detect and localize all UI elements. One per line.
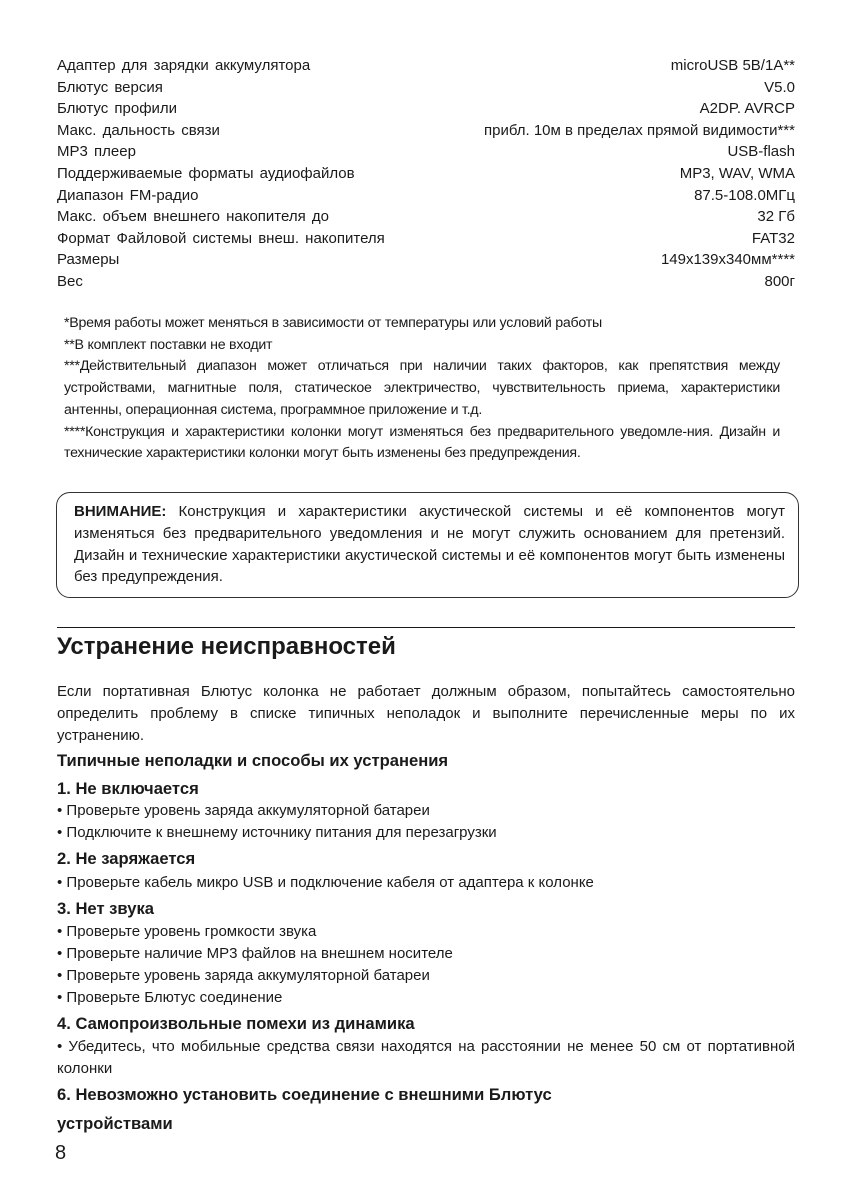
list-item: • Проверьте уровень заряда аккумуляторной батареи xyxy=(57,802,430,819)
problem-2-title: 2. Не заряжается xyxy=(57,849,196,868)
warning-text: Конструкция и характеристики акустической системы и её компонентов могут изменяться без предварительного уведомления и не могут служить основанием для претензий. Дизайн и технические характеристики акустической системы и её компонентов могут быть изменены без предупреждения. xyxy=(74,503,785,586)
spec-value: прибл. 10м в пределах прямой видимости*** xyxy=(483,121,795,139)
spec-row xyxy=(57,98,795,120)
footnote-4: ****Конструкция и характеристики колонки могут изменяться без предварительного уведомле-ния. Дизайн и технические характеристики колонки могут быть изменены без предупреждения. xyxy=(64,423,780,462)
list-item: • Проверьте уровень заряда аккумуляторной батареи xyxy=(57,967,430,984)
spec-value: MP3, WAV, WMA xyxy=(679,164,795,182)
warning-notice-box xyxy=(56,492,799,598)
spec-row xyxy=(57,55,795,77)
spec-value: 87.5-108.0МГц xyxy=(694,186,795,204)
page-number: 8 xyxy=(55,1142,67,1164)
problem-2-list xyxy=(57,872,795,894)
warning-title: ВНИМАНИЕ: xyxy=(74,503,167,520)
spec-table xyxy=(57,55,795,293)
problem-4-text: • Убедитесь, что мобильные средства связи находятся на расстоянии не менее 50 см от портативной колонки xyxy=(57,1038,795,1077)
spec-label: Формат Файловой системы внеш. накопителя xyxy=(57,229,385,247)
spec-value: FAT32 xyxy=(751,229,795,247)
spec-label: Макс. объем внешнего накопителя до xyxy=(57,208,329,226)
spec-label: Макс. дальность связи xyxy=(57,121,220,139)
footnote-1: *Время работы может меняться в зависимости от температуры или условий работы xyxy=(64,315,602,331)
spec-label: Поддерживаемые форматы аудиофайлов xyxy=(57,164,355,182)
spec-value: 800г xyxy=(764,272,795,290)
problem-6-title-line-1: 6. Невозможно установить соединение с внешними Блютус xyxy=(57,1085,552,1104)
list-item: • Проверьте Блютус соединение xyxy=(57,989,283,1006)
spec-row xyxy=(57,249,795,271)
spec-label: Адаптер для зарядки аккумулятора xyxy=(57,57,311,74)
list-item: • Подключите к внешнему источнику питания для перезагрузки xyxy=(57,824,497,841)
spec-label: Размеры xyxy=(57,251,120,269)
footnote-3: ***Действительный диапазон может отличаться при наличии таких факторов, как препятствия между устройствами, магнитные поля, статическое электричество, чувствительность приема, характеристики антенны, операционная система, программное приложение и т.д. xyxy=(64,358,780,418)
intro-paragraph: Если портативная Блютус колонка не работает должным образом, попытайтесь самостоятельно определить проблему в списке типичных неполадок и выполните перечисленные меры по их устранению. xyxy=(57,683,795,744)
spec-value: V5.0 xyxy=(764,78,795,96)
spec-label: Блютус профили xyxy=(57,100,178,118)
spec-row xyxy=(57,271,795,293)
list-item: • Проверьте уровень громкости звука xyxy=(57,923,317,940)
section-divider xyxy=(57,627,795,628)
problem-3-list xyxy=(57,921,795,1009)
problem-1-list xyxy=(57,800,795,844)
spec-label: Вес xyxy=(57,272,83,290)
spec-value: microUSB 5В/1А** xyxy=(670,57,795,74)
spec-label: Блютус версия xyxy=(57,78,163,96)
section-title: Устранение неисправностей xyxy=(57,633,396,660)
spec-row xyxy=(57,141,795,163)
spec-value: USB-flash xyxy=(727,143,795,161)
problem-6-title-line-2: устройствами xyxy=(57,1114,173,1133)
spec-label: MP3 плеер xyxy=(57,143,136,161)
list-item: • Проверьте кабель микро USB и подключение кабеля от адаптера к колонке xyxy=(57,874,594,891)
spec-value: 32 Гб xyxy=(757,208,795,226)
spec-row xyxy=(57,77,795,99)
spec-row xyxy=(57,185,795,207)
problem-4-title: 4. Самопроизвольные помехи из динамика xyxy=(57,1014,415,1033)
footnotes xyxy=(64,313,780,465)
spec-row xyxy=(57,120,795,142)
list-item: • Проверьте наличие МР3 файлов на внешнем носителе xyxy=(57,945,453,962)
subsection-title: Типичные неполадки и способы их устранения xyxy=(57,751,449,770)
spec-value: 149x139x340мм**** xyxy=(660,251,795,269)
spec-row xyxy=(57,206,795,228)
problem-3-title: 3. Нет звука xyxy=(57,899,154,918)
spec-label: Диапазон FM-радио xyxy=(57,186,199,204)
spec-value: A2DP. AVRCP xyxy=(699,100,795,118)
spec-row xyxy=(57,163,795,185)
problem-1-title: 1. Не включается xyxy=(57,779,199,798)
spec-row xyxy=(57,228,795,250)
footnote-2: **В комплект поставки не входит xyxy=(64,336,273,353)
